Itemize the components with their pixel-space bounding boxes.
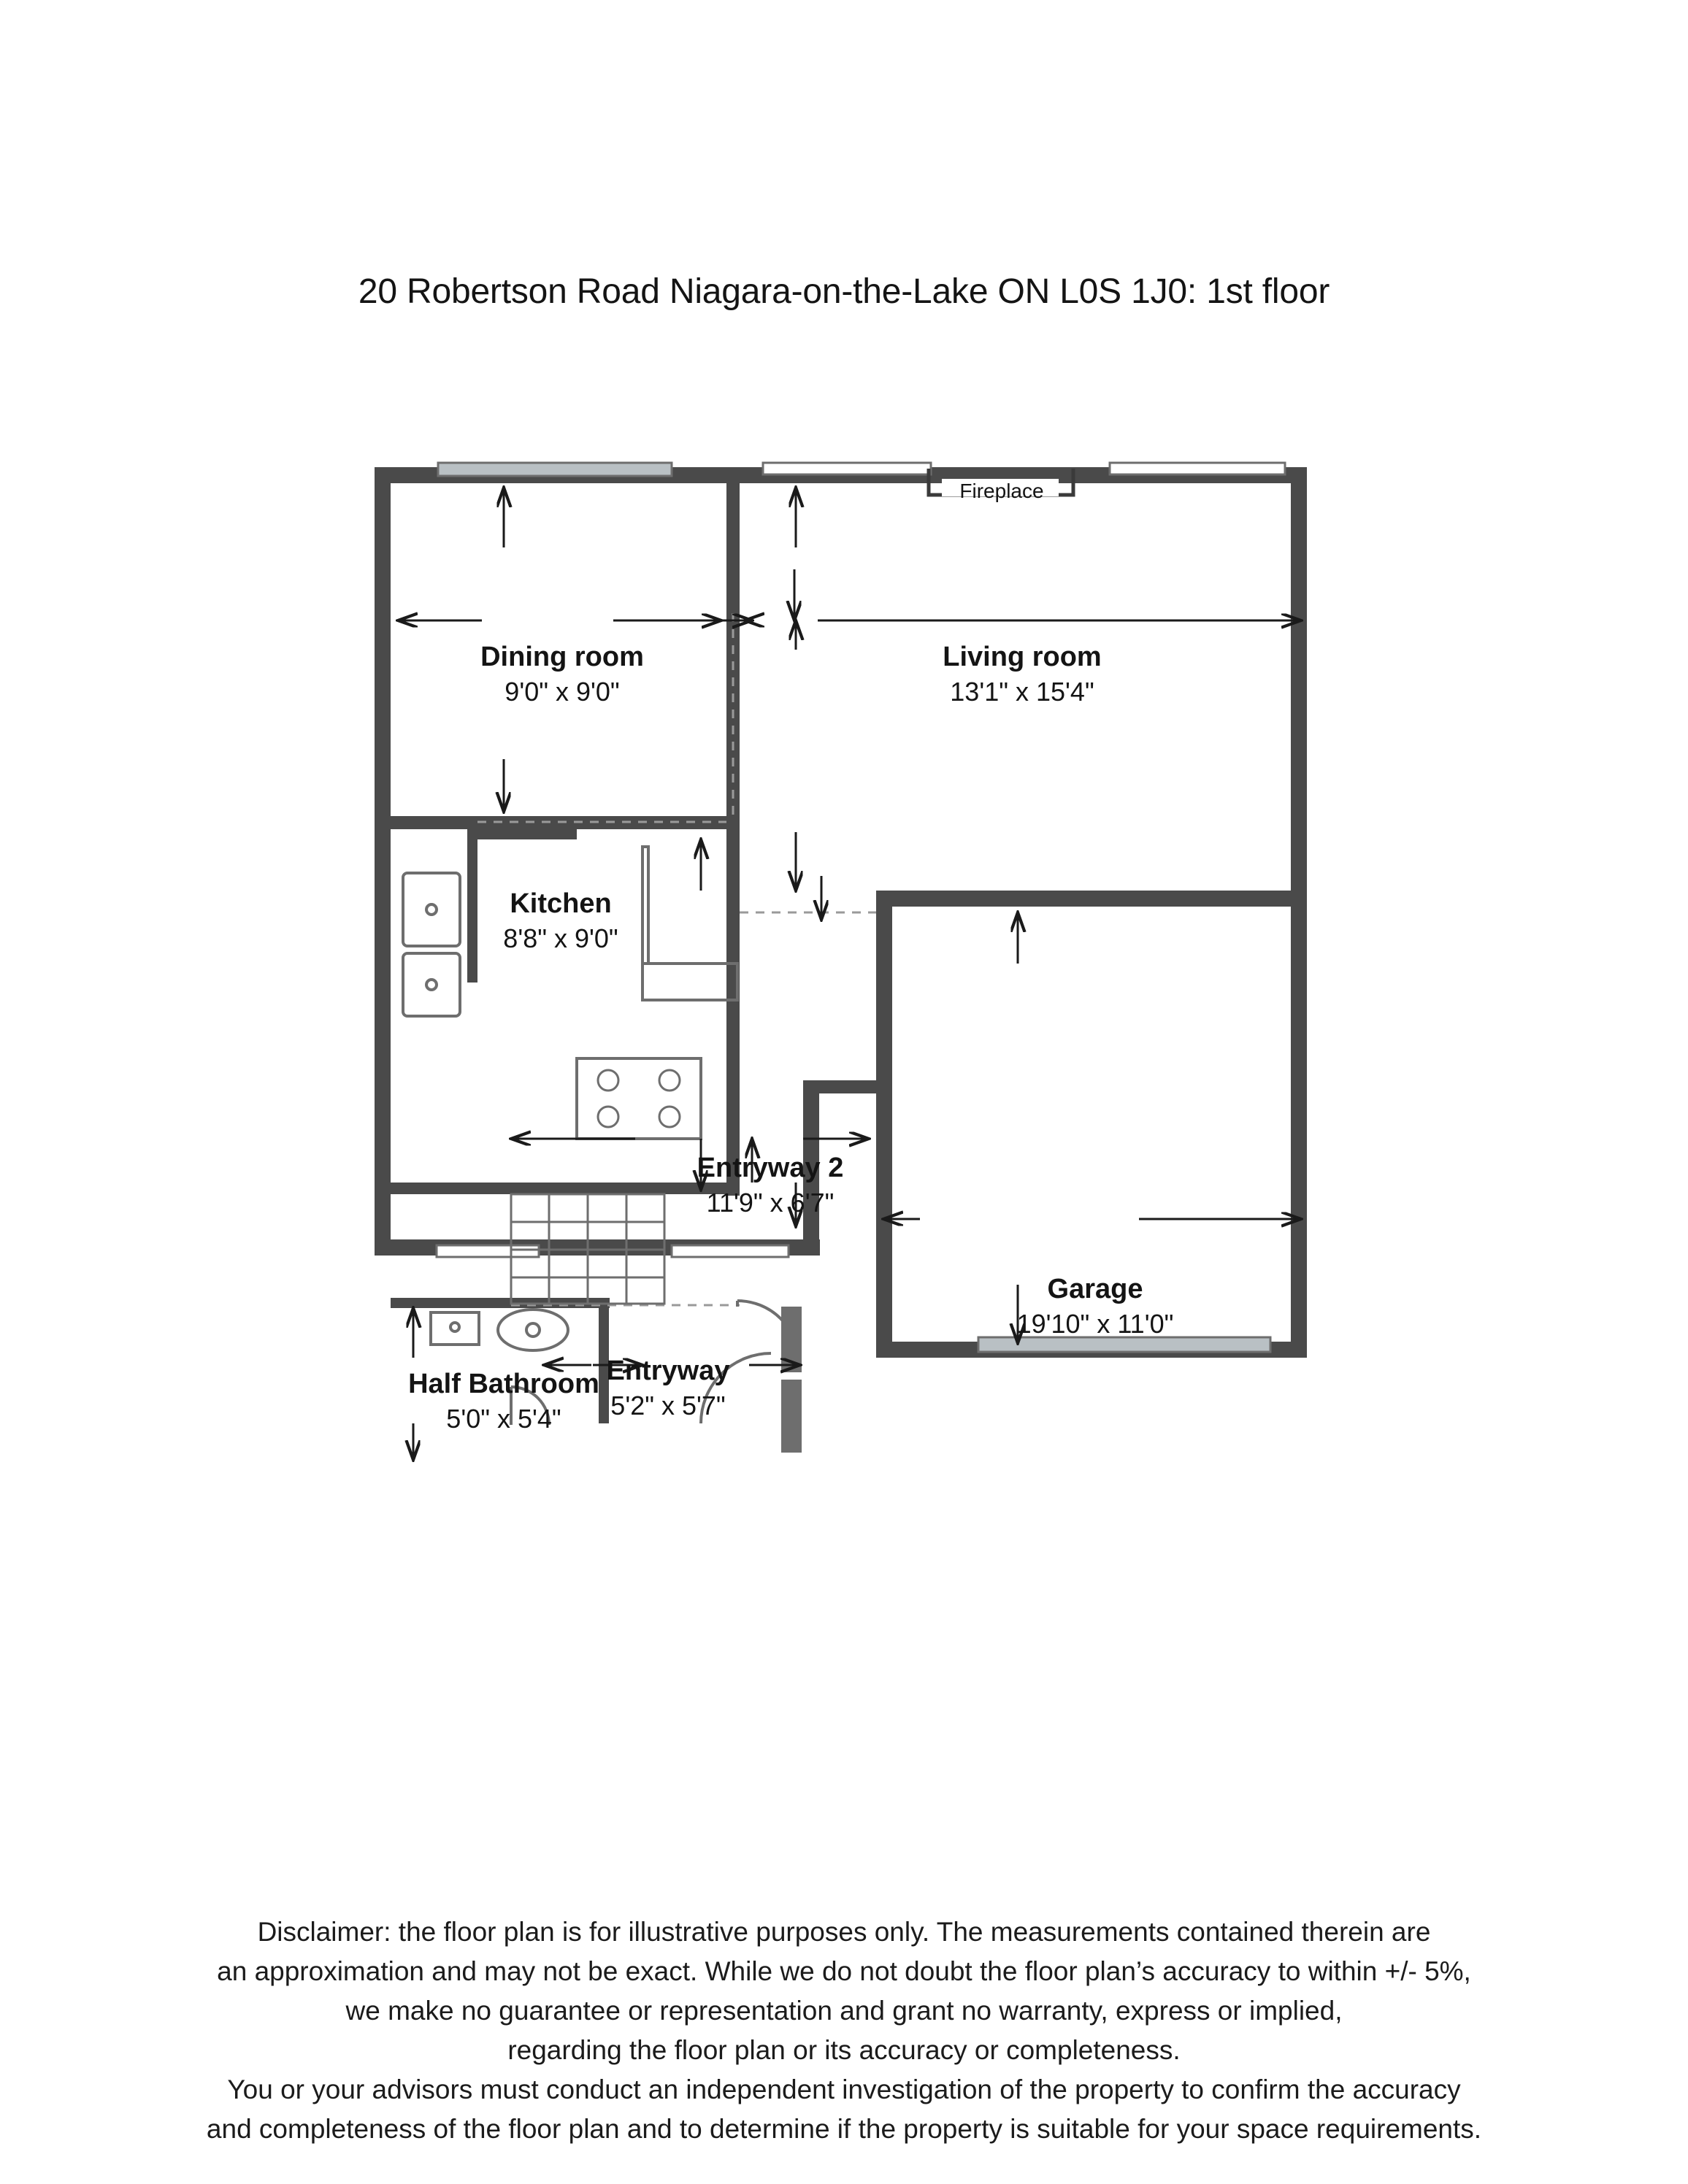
svg-text:Garage: Garage bbox=[1047, 1274, 1143, 1304]
disclaimer-line-2: an approximation and may not be exact. While we do not doubt the floor plan’s accuracy to within +/- 5%, bbox=[217, 1956, 1471, 1987]
disclaimer-line-1: Disclaimer: the floor plan is for illustrative purposes only. The measurements contained therein are bbox=[257, 1917, 1431, 1947]
svg-text:Half Bathroom: Half Bathroom bbox=[408, 1369, 599, 1399]
svg-text:8'8" x 9'0": 8'8" x 9'0" bbox=[503, 923, 618, 953]
svg-text:5'0" x 5'4": 5'0" x 5'4" bbox=[446, 1404, 561, 1434]
svg-text:13'1" x 15'4": 13'1" x 15'4" bbox=[950, 677, 1094, 707]
disclaimer-line-4: regarding the floor plan or its accuracy or completeness. bbox=[507, 2035, 1181, 2066]
fireplace-label: Fireplace bbox=[959, 480, 1044, 502]
disclaimer-line-3: we make no guarantee or representation and grant no warranty, express or implied, bbox=[345, 1996, 1343, 2026]
stairs bbox=[511, 1194, 664, 1304]
room-label-living-room bbox=[943, 642, 1101, 707]
svg-text:Dining room: Dining room bbox=[480, 642, 644, 672]
svg-text:9'0" x 9'0": 9'0" x 9'0" bbox=[505, 677, 620, 707]
svg-text:Living room: Living room bbox=[943, 642, 1102, 672]
svg-text:Entryway: Entryway bbox=[606, 1356, 730, 1386]
room-label-dining-room bbox=[480, 642, 644, 707]
floor-plan-svg bbox=[0, 409, 1688, 1723]
svg-text:Entryway 2: Entryway 2 bbox=[697, 1153, 844, 1183]
page-title: 20 Robertson Road Niagara-on-the-Lake ON L0S 1J0: 1st floor bbox=[358, 272, 1330, 311]
room-label-garage bbox=[1017, 1274, 1174, 1339]
room-label-kitchen bbox=[503, 888, 618, 953]
svg-text:Kitchen: Kitchen bbox=[510, 888, 612, 919]
floor-plan-figure bbox=[0, 409, 1688, 1723]
svg-text:11'9" x 6'7": 11'9" x 6'7" bbox=[706, 1188, 835, 1218]
svg-text:5'2" x 5'7": 5'2" x 5'7" bbox=[610, 1391, 726, 1420]
disclaimer-line-6: and completeness of the floor plan and to determine if the property is suitable for your space requirements. bbox=[206, 2114, 1482, 2145]
svg-text:19'10" x 11'0": 19'10" x 11'0" bbox=[1016, 1309, 1174, 1339]
disclaimer-text bbox=[0, 1912, 1688, 2149]
room-label-half-bathroom bbox=[408, 1369, 599, 1434]
disclaimer-line-5: You or your advisors must conduct an independent investigation of the property to confirm the accuracy bbox=[227, 2075, 1461, 2105]
